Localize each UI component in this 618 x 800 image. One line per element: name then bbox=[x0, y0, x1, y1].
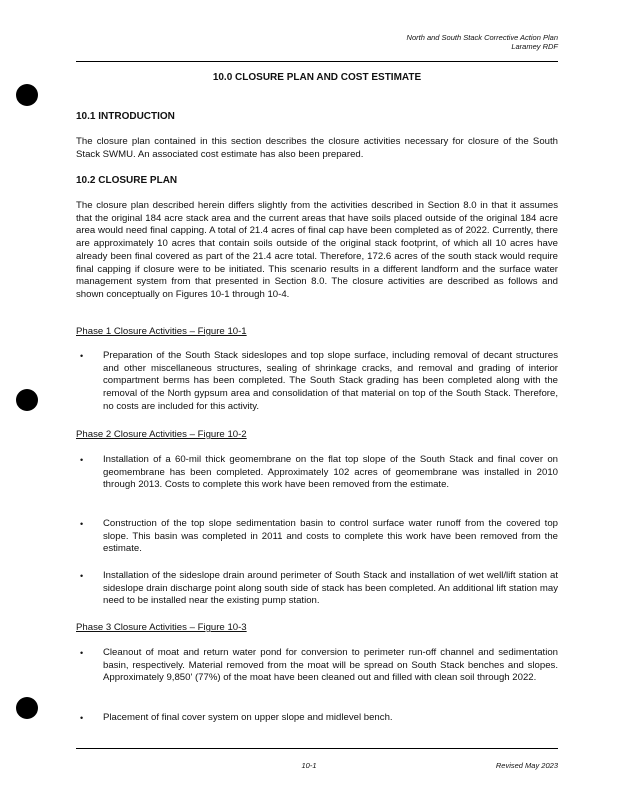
intro-paragraph: The closure plan contained in this section describes the closure activities necessary for closure of the South Stack SWMU. An associated cost estimate has also been prepared. bbox=[76, 136, 558, 160]
phase-3-bullet-1: Cleanout of moat and return water pond for conversion to perimeter run-off channel and sedimentation basin, respectively. Material removed from the moat will be spread on South Stack benches and slopes. Approximately 9,850' (77%) of the moat have been cleaned out and filled with clean soil through 2022. bbox=[103, 647, 558, 684]
header-line-1: North and South Stack Corrective Action Plan bbox=[406, 33, 558, 42]
phase-2-bullet-2: Construction of the top slope sedimentation basin to control surface water runoff from the covered top slope. This basin was completed in 2011 and costs to complete this work have been removed from the estimate. bbox=[103, 518, 558, 555]
closure-plan-heading: 10.2 CLOSURE PLAN bbox=[76, 175, 178, 186]
bullet: • bbox=[80, 648, 84, 658]
page-number: 10-1 bbox=[301, 761, 317, 770]
bullet: • bbox=[80, 571, 84, 581]
bullet: • bbox=[80, 351, 84, 361]
header-line-2: Laramey RDF bbox=[511, 42, 558, 51]
punch-hole-top bbox=[16, 84, 38, 106]
bullet: • bbox=[80, 519, 84, 529]
phase-3-heading: Phase 3 Closure Activities – Figure 10-3 bbox=[76, 622, 247, 633]
phase-1-bullet-1: Preparation of the South Stack sideslopes and top slope surface, including removal of decant structures and other miscellaneous structures, sealing of shrinkage cracks, and removal and grading of interior compartment berms has been completed. The South Stack grading has been completed along with the removal of the North gypsum area and consolidation of that material on top of the South Stack. Therefore, no costs are included for this activity. bbox=[103, 350, 558, 412]
footer-rule bbox=[76, 748, 558, 749]
phase-2-bullet-3: Installation of the sideslope drain around perimeter of South Stack and installation of wet well/lift station at sideslope drain discharge point along south side of stack has been completed. An additional lift station may need to be installed near the existing pump station. bbox=[103, 570, 558, 607]
punch-hole-middle bbox=[16, 389, 38, 411]
running-header bbox=[407, 33, 558, 51]
page-title: 10.0 CLOSURE PLAN AND COST ESTIMATE bbox=[212, 72, 422, 83]
bullet: • bbox=[80, 713, 84, 723]
intro-heading: 10.1 INTRODUCTION bbox=[76, 111, 175, 122]
phase-1-heading: Phase 1 Closure Activities – Figure 10-1 bbox=[76, 326, 247, 337]
header-rule bbox=[76, 61, 558, 62]
bullet: • bbox=[80, 455, 84, 465]
revision-date: Revised May 2023 bbox=[495, 761, 558, 770]
phase-3-bullet-2: Placement of final cover system on upper slope and midlevel bench. bbox=[103, 712, 393, 723]
phase-2-heading: Phase 2 Closure Activities – Figure 10-2 bbox=[76, 429, 247, 440]
phase-2-bullet-1: Installation of a 60-mil thick geomembrane on the flat top slope of the South Stack and final cover on geomembrane has been completed. Approximately 102 acres of geomembrane was installed in 2010 through 2013. Costs to complete this work have been removed from the estimate. bbox=[103, 454, 558, 491]
punch-hole-bottom bbox=[16, 697, 38, 719]
closure-plan-paragraph: The closure plan described herein differs slightly from the activities described in Section 8.0 in that it assumes that the original 184 acre stack area and the current areas that have soils placed outside of the original 184 acre area would need final capping. A total of 21.4 acres of final cap have been completed as of 2022. Currently, there are approximately 10 acres that contain soils outside of the original stack footprint, of which all 10 acres have already been final covered as part of the 21.4 acre total. Therefore, 172.6 acres of the south stack would require final capping if closure were to be initiated. This scenario results in a different landform and the surface water management system from that presented in Section 8.0. The closure activities are described as follows and shown conceptually on Figures 10-1 through 10-4. bbox=[76, 200, 558, 300]
